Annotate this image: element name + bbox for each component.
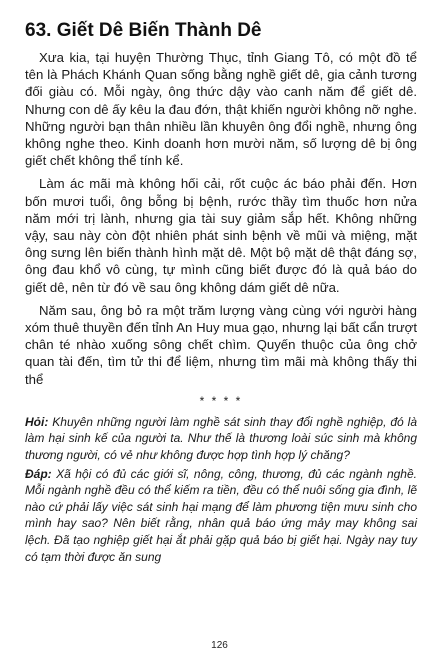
story-paragraph-1: Xưa kia, tại huyện Thường Thục, tỉnh Giang Tô, có một đồ tể tên là Phách Khánh Quan sống bằng nghề giết dê, gia cảnh tương đối giàu có. Mỗi ngày, ông thức dậy vào canh năm để giết dê. Nhưng con dê ấy kêu la đau đớn, thật khiến người không nỡ nghe. Những người bạn thân nhiều lần khuyên ông đổi nghề, nhưng ông không nghe theo. Kinh doanh hơn mười năm, số lượng dê bị ông giết chết không thể tính kể.	[25, 50, 417, 169]
section-divider: * * * *	[199, 393, 243, 408]
question-label: Hỏi:	[25, 414, 49, 429]
answer-text: Xã hội có đủ các giới sĩ, nông, công, thương, đủ các ngành nghề. Mỗi ngành nghề đều có thể kiếm ra tiền, đều có thể nuôi sống gia đình, lẽ nào cứ phải lấy việc sát sinh hại mạng để làm phương tiện mưu sinh cho mình hay sao? Nên biết rằng, nhân quả báo ứng mảy may không sai lệch. Đã tạo nghiệp giết hại ắt phải gặp quả báo bị giết hại. Ngày nay tuy có tạm thời được ăn sung	[25, 466, 417, 564]
answer-block	[25, 466, 417, 566]
chapter-title: 63. Giết Dê Biến Thành Dê	[25, 20, 262, 41]
question-block	[25, 414, 417, 464]
book-page	[25, 18, 417, 567]
story-paragraph-3: Năm sau, ông bỏ ra một trăm lượng vàng cùng với người hàng xóm thuê thuyền đến tỉnh An Huy mua gạo, nhưng lại bất cẩn trượt chân té nhào xuống sông chết chìm. Quyến thuộc của ông chở quan tài đến, tìm tử thi để liệm, nhưng tìm mãi mà không thấy thi thể	[25, 302, 417, 387]
page-number: 126	[211, 640, 228, 651]
answer-label: Đáp:	[25, 466, 52, 481]
story-paragraph-2: Làm ác mãi mà không hối cải, rốt cuộc ác báo phải đến. Hơn bốn mươi tuổi, ông bỗng bị bệnh, rước thầy tìm thuốc hơn nửa năm mới trị lành, nhưng gia tài suy giảm sắp hết. Không những vậy, sau này còn đột nhiên phát sinh bệnh về mũi và miệng, mặt ông sưng lên biến thành hình mặt dê. Một bộ mặt dê thật đáng sợ, ông đau khổ vô cùng, tự mình cũng biết được đó là quả báo do giết dê, nên từ đó về sau ông không dám giết dê nữa.	[25, 176, 417, 295]
question-text: Khuyên những người làm nghề sát sinh thay đổi nghề nghiệp, đó là làm hại sinh kế của người ta. Như thế là thương loài súc sinh mà không thương người, có vẻ như không được hợp tình hợp lý chăng?	[25, 414, 417, 463]
